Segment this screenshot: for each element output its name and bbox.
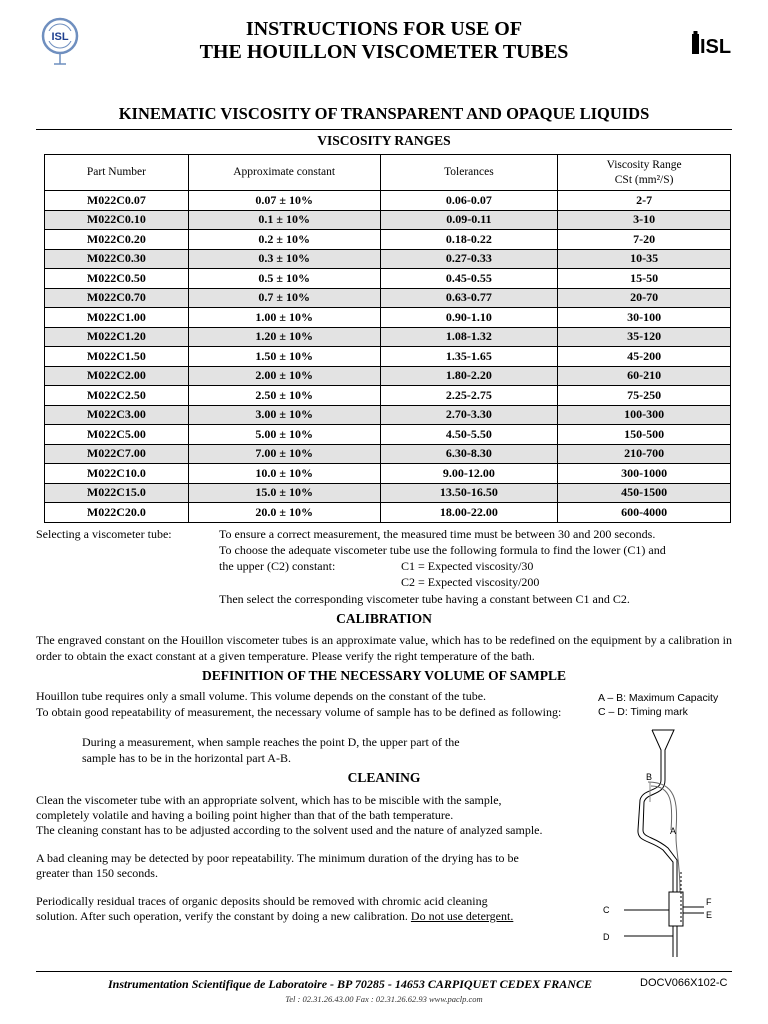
volume-heading: DEFINITION OF THE NECESSARY VOLUME OF SAMPLE	[201, 668, 567, 683]
cell-tolerances: 1.08-1.32	[380, 327, 558, 347]
cell-approx-constant: 0.5 ± 10%	[188, 269, 380, 289]
cell-approx-constant: 1.20 ± 10%	[188, 327, 380, 347]
cell-tolerances: 2.25-2.75	[380, 386, 558, 406]
table-row	[45, 366, 731, 386]
cell-part-number: M022C0.70	[45, 288, 189, 308]
svg-text:ISL: ISL	[51, 31, 69, 43]
col-tolerances: Tolerances	[380, 155, 558, 191]
col-part-number: Part Number	[45, 155, 189, 191]
table-row	[45, 269, 731, 289]
cell-tolerances: 4.50-5.50	[380, 425, 558, 445]
table-row	[45, 191, 731, 211]
cell-approx-constant: 15.0 ± 10%	[188, 483, 380, 503]
cell-part-number: M022C5.00	[45, 425, 189, 445]
viscosity-table	[44, 154, 731, 523]
cell-part-number: M022C15.0	[45, 483, 189, 503]
cell-viscosity-range: 2-7	[558, 191, 731, 211]
cell-viscosity-range: 600-4000	[558, 503, 731, 523]
cell-approx-constant: 5.00 ± 10%	[188, 425, 380, 445]
cell-tolerances: 0.06-0.07	[380, 191, 558, 211]
cell-viscosity-range: 15-50	[558, 269, 731, 289]
cell-approx-constant: 1.00 ± 10%	[188, 308, 380, 328]
label-a: A	[670, 826, 677, 836]
cleaning-para-3a: Periodically residual traces of organic deposits should be removed with chromic acid cleaning	[36, 894, 488, 908]
cleaning-para-1a: Clean the viscometer tube with an appropriate solvent, which has to be miscible with the sample,	[36, 793, 502, 807]
diagram-legend	[598, 691, 718, 719]
cell-viscosity-range: 450-1500	[558, 483, 731, 503]
table-row	[45, 249, 731, 269]
cell-viscosity-range: 150-500	[558, 425, 731, 445]
viscometer-tube-diagram	[588, 722, 738, 962]
cell-tolerances: 6.30-8.30	[380, 444, 558, 464]
cell-tolerances: 0.18-0.22	[380, 230, 558, 250]
formula-c2: C2 = Expected viscosity/200	[401, 575, 540, 589]
col-viscosity-range	[558, 155, 731, 191]
no-detergent-warning: Do not use detergent.	[410, 909, 514, 923]
cell-approx-constant: 2.50 ± 10%	[188, 386, 380, 406]
cell-approx-constant: 0.1 ± 10%	[188, 210, 380, 230]
cell-tolerances: 0.90-1.10	[380, 308, 558, 328]
cell-approx-constant: 2.00 ± 10%	[188, 366, 380, 386]
table-row	[45, 425, 731, 445]
cell-part-number: M022C20.0	[45, 503, 189, 523]
label-d: D	[603, 932, 610, 942]
cell-tolerances: 0.27-0.33	[380, 249, 558, 269]
cell-part-number: M022C0.10	[45, 210, 189, 230]
footer-rule	[36, 971, 732, 972]
cell-tolerances: 0.45-0.55	[380, 269, 558, 289]
footer-company: Instrumentation Scientifique de Laboratoire - BP 70285 - 14653 CARPIQUET CEDEX FRANCE	[108, 977, 592, 991]
cell-viscosity-range: 7-20	[558, 230, 731, 250]
cell-approx-constant: 3.00 ± 10%	[188, 405, 380, 425]
cell-part-number: M022C3.00	[45, 405, 189, 425]
cell-part-number: M022C1.50	[45, 347, 189, 367]
footer-contact: Tel : 02.31.26.43.00 Fax : 02.31.26.62.93 www.paclp.com	[285, 994, 483, 1004]
table-body	[45, 191, 731, 523]
cell-tolerances: 0.09-0.11	[380, 210, 558, 230]
cell-approx-constant: 10.0 ± 10%	[188, 464, 380, 484]
cell-tolerances: 2.70-3.30	[380, 405, 558, 425]
calibration-text: The engraved constant on the Houillon viscometer tubes is an approximate value, which has to be redefined on the equipment by a calibration in order to obtain the exact constant at a given temperature. Please verify the right temperature of the bath.	[36, 633, 732, 663]
cleaning-para-2b: greater than 150 seconds.	[36, 866, 158, 880]
table-row	[45, 347, 731, 367]
cell-tolerances: 18.00-22.00	[380, 503, 558, 523]
cell-tolerances: 1.35-1.65	[380, 347, 558, 367]
col-viscosity-range-line2: CSt (mm²/S)	[614, 173, 674, 186]
title-line-2: THE HOUILLON VISCOMETER TUBES	[199, 41, 569, 63]
title-line-1: INSTRUCTIONS FOR USE OF	[245, 18, 523, 40]
cell-viscosity-range: 100-300	[558, 405, 731, 425]
cell-part-number: M022C0.50	[45, 269, 189, 289]
cell-part-number: M022C2.00	[45, 366, 189, 386]
cell-tolerances: 13.50-16.50	[380, 483, 558, 503]
calibration-heading: CALIBRATION	[336, 611, 432, 626]
tube-stem	[673, 926, 677, 957]
label-b: B	[646, 772, 653, 782]
cell-tolerances: 1.80-2.20	[380, 366, 558, 386]
cell-approx-constant: 0.3 ± 10%	[188, 249, 380, 269]
cleaning-para-3b-text: solution. After such operation, verify the constant by doing a new calibration.	[36, 909, 408, 923]
svg-text:ISL: ISL	[700, 36, 732, 56]
section-subtitle: KINEMATIC VISCOSITY OF TRANSPARENT AND OPAQUE LIQUIDS	[118, 104, 650, 123]
cell-viscosity-range: 20-70	[558, 288, 731, 308]
table-row	[45, 386, 731, 406]
label-c: C	[603, 905, 610, 915]
table-row	[45, 503, 731, 523]
cell-tolerances: 0.63-0.77	[380, 288, 558, 308]
cell-approx-constant: 0.7 ± 10%	[188, 288, 380, 308]
cell-tolerances: 9.00-12.00	[380, 464, 558, 484]
cleaning-para-1b: completely volatile and having a boiling point higher than that of the bath temperature.	[36, 808, 454, 822]
cell-viscosity-range: 35-120	[558, 327, 731, 347]
volume-para-1: Houillon tube requires only a small volume. This volume depends on the constant of the tube.	[36, 689, 487, 703]
col-approx-constant: Approximate constant	[188, 155, 380, 191]
cell-viscosity-range: 75-250	[558, 386, 731, 406]
selecting-line-3: the upper (C2) constant:	[219, 559, 336, 573]
cell-part-number: M022C0.30	[45, 249, 189, 269]
selecting-line-4: Then select the corresponding viscometer tube having a constant between C1 and C2.	[219, 592, 630, 606]
cell-part-number: M022C7.00	[45, 444, 189, 464]
cell-approx-constant: 0.2 ± 10%	[188, 230, 380, 250]
subtitle-rule	[36, 129, 732, 130]
cell-viscosity-range: 3-10	[558, 210, 731, 230]
table-row	[45, 327, 731, 347]
cleaning-heading: CLEANING	[347, 770, 421, 785]
label-f: F	[706, 897, 712, 907]
volume-para-2: To obtain good repeatability of measurement, the necessary volume of sample has to be defined as following:	[36, 705, 562, 719]
cleaning-para-1c: The cleaning constant has to be adjusted according to the solvent used and the nature of analyzed sample.	[36, 823, 543, 837]
selecting-line-2: To choose the adequate viscometer tube use the following formula to find the lower (C1) and	[219, 543, 666, 557]
cell-part-number: M022C1.20	[45, 327, 189, 347]
cell-part-number: M022C10.0	[45, 464, 189, 484]
selecting-line-1: To ensure a correct measurement, the measured time must be between 30 and 200 seconds.	[219, 527, 656, 541]
table-row	[45, 444, 731, 464]
table-row	[45, 405, 731, 425]
ranges-heading: VISCOSITY RANGES	[317, 133, 451, 148]
selecting-label: Selecting a viscometer tube:	[36, 527, 172, 541]
table-row	[45, 230, 731, 250]
cell-viscosity-range: 10-35	[558, 249, 731, 269]
formula-c1: C1 = Expected viscosity/30	[401, 559, 534, 573]
table-header-row	[45, 155, 731, 191]
table-row	[45, 308, 731, 328]
cell-approx-constant: 0.07 ± 10%	[188, 191, 380, 211]
cell-viscosity-range: 300-1000	[558, 464, 731, 484]
tube-funnel	[652, 730, 674, 758]
cell-viscosity-range: 210-700	[558, 444, 731, 464]
cell-part-number: M022C0.07	[45, 191, 189, 211]
cleaning-para-2a: A bad cleaning may be detected by poor repeatability. The minimum duration of the drying has to be	[36, 851, 519, 865]
cell-approx-constant: 1.50 ± 10%	[188, 347, 380, 367]
table-row	[45, 288, 731, 308]
cell-approx-constant: 20.0 ± 10%	[188, 503, 380, 523]
cleaning-para-3b	[36, 909, 513, 925]
legend-ab: A – B: Maximum Capacity	[598, 692, 719, 704]
col-viscosity-range-line1: Viscosity Range	[606, 158, 682, 171]
cell-approx-constant: 7.00 ± 10%	[188, 444, 380, 464]
volume-para-3b: sample has to be in the horizontal part A-B.	[82, 751, 291, 765]
table-row	[45, 483, 731, 503]
table-row	[45, 210, 731, 230]
cell-viscosity-range: 60-210	[558, 366, 731, 386]
legend-cd: C – D: Timing mark	[598, 706, 688, 718]
tube-outer-bulb	[648, 782, 680, 892]
cell-part-number: M022C0.20	[45, 230, 189, 250]
cell-viscosity-range: 30-100	[558, 308, 731, 328]
cell-part-number: M022C1.00	[45, 308, 189, 328]
cell-part-number: M022C2.50	[45, 386, 189, 406]
table-row	[45, 464, 731, 484]
volume-para-3a: During a measurement, when sample reaches the point D, the upper part of the	[82, 735, 460, 749]
cell-viscosity-range: 45-200	[558, 347, 731, 367]
label-e: E	[706, 910, 713, 920]
footer-doc-code: DOCV066X102-C	[640, 977, 728, 989]
